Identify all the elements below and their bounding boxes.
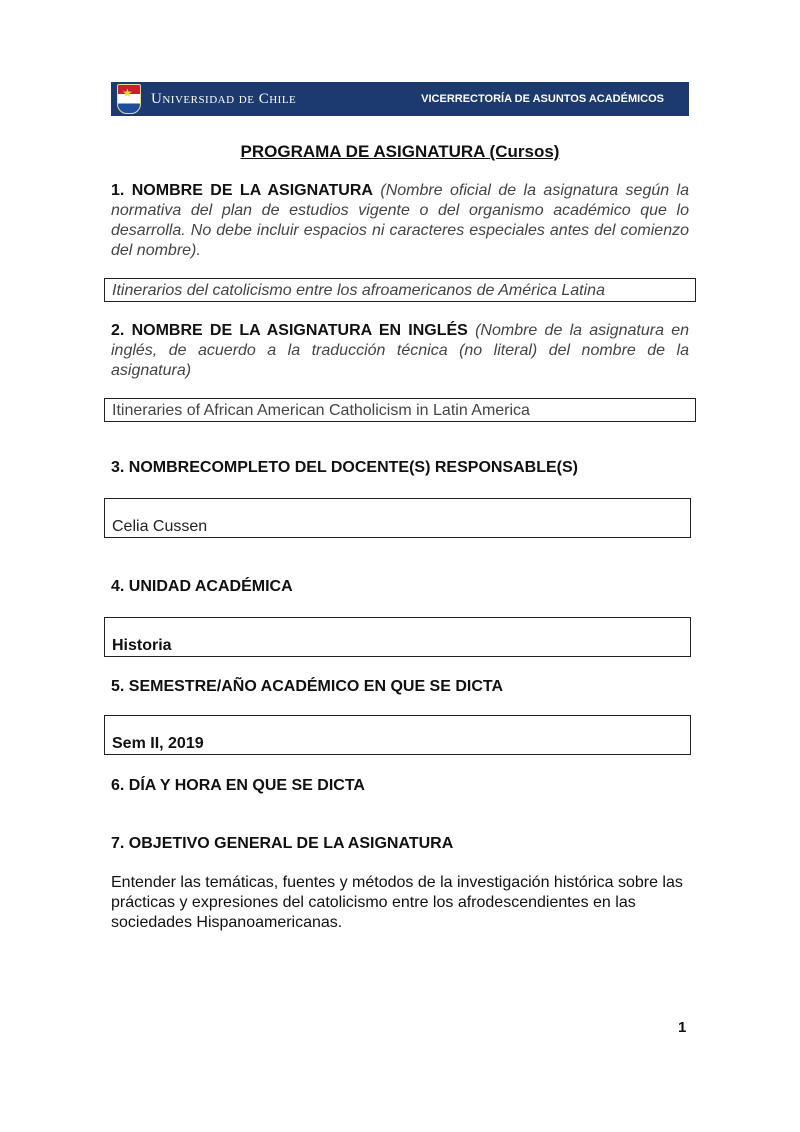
section-4-value: Historia xyxy=(112,637,172,654)
section-2-description xyxy=(111,321,689,381)
section-7-heading: 7. OBJETIVO GENERAL DE LA ASIGNATURA xyxy=(111,835,454,852)
vicerrectoria-label: VICERRECTORÍA DE ASUNTOS ACADÉMICOS xyxy=(421,93,664,105)
university-name: Universidad de Chile xyxy=(151,90,297,107)
section-3-heading: 3. NOMBRECOMPLETO DEL DOCENTE(S) RESPONSABLE(S) xyxy=(111,459,578,476)
header-banner xyxy=(111,82,689,116)
section-2-field xyxy=(104,398,696,422)
page-title: PROGRAMA DE ASIGNATURA (Cursos) xyxy=(240,142,560,161)
section-3-field xyxy=(104,498,691,538)
section-3-value: Celia Cussen xyxy=(112,518,208,535)
section-1-description xyxy=(111,181,689,261)
section-4-heading: 4. UNIDAD ACADÉMICA xyxy=(111,578,293,595)
section-1-value: Itinerarios del catolicismo entre los afroamericanos de América Latina xyxy=(112,282,605,299)
section-5-field xyxy=(104,715,691,755)
section-2-heading: 2. NOMBRE DE LA ASIGNATURA EN INGLÉS xyxy=(111,322,468,339)
section-5-heading: 5. SEMESTRE/AÑO ACADÉMICO EN QUE SE DICTA xyxy=(111,678,504,695)
section-1-note: (Nombre oficial de la asignatura según la normativa del plan de estudios vigente o del organismo académico que lo desarrolla. No debe incluir espacios ni caracteres especiales antes del comienzo del nombre). xyxy=(111,182,690,259)
university-crest-icon: ★ xyxy=(117,84,141,114)
section-7-value: Entender las temáticas, fuentes y métodos de la investigación histórica sobre las prácticas y expresiones del catolicismo entre los afrodescendientes en las sociedades Hispanoamericanas. xyxy=(111,874,683,931)
section-1-heading: 1. NOMBRE DE LA ASIGNATURA xyxy=(111,182,373,199)
section-2-value: Itineraries of African American Catholicism in Latin America xyxy=(112,402,530,419)
section-1-field xyxy=(104,278,696,302)
section-6-heading: 6. DÍA Y HORA EN QUE SE DICTA xyxy=(111,777,365,794)
section-5-value: Sem II, 2019 xyxy=(112,735,204,752)
page-number: 1 xyxy=(678,1019,687,1036)
section-4-field xyxy=(104,617,691,657)
section-2-note: (Nombre de la asignatura en inglés, de acuerdo a la traducción técnica (no literal) del nombre de la asignatura) xyxy=(111,322,689,379)
